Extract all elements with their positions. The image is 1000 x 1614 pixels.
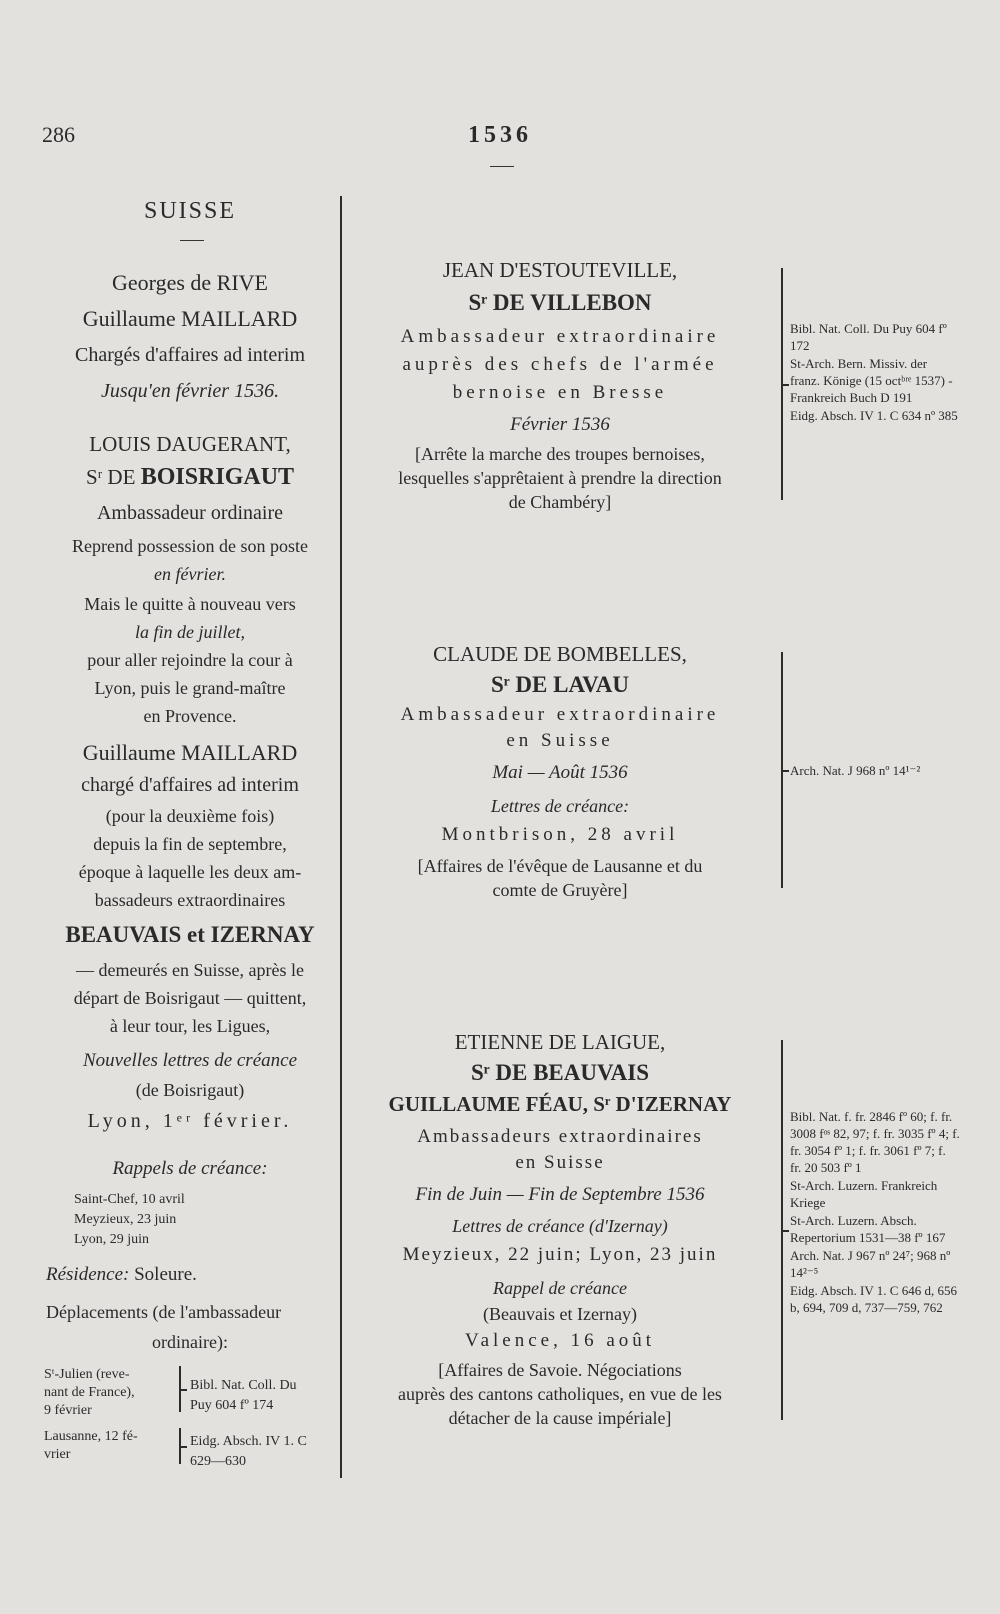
entry-line: en Suisse xyxy=(515,1152,605,1173)
note: Eidg. Absch. IV 1. C 646 d, 656 b, 694, 709 d, 737—759, 762 xyxy=(790,1283,957,1315)
note: Eidg. Absch. IV 1. C 634 nº 385 xyxy=(790,408,958,423)
left-ambassador-name xyxy=(40,464,340,491)
left-line: Meyzieux, 23 juin xyxy=(74,1212,177,1227)
page-year-heading: 1536 xyxy=(468,122,532,148)
left-line: Chargés d'affaires ad interim xyxy=(74,344,305,366)
left-line: Georges de RIVE xyxy=(112,270,268,295)
note: St-Arch. Bern. Missiv. der franz. Könige (15 octᵇʳᵉ 1537) - Frankreich Buch D 191 xyxy=(790,356,953,405)
name-prefix: Sʳ DE xyxy=(85,465,141,489)
left-line: départ de Boisrigaut — quittent, xyxy=(73,988,307,1008)
bracket xyxy=(172,1428,181,1464)
left-line: — demeurés en Suisse, après le xyxy=(76,960,304,980)
entry-line: bernoise en Bresse xyxy=(452,382,668,403)
travel-source-line: Eidg. Absch. IV 1. C xyxy=(190,1434,307,1449)
travel-place: Sᵗ-Julien (reve- xyxy=(44,1367,130,1382)
travel-entry xyxy=(44,1366,135,1420)
travel-place: Lausanne, 12 fé- xyxy=(44,1429,138,1444)
entry-name: Sʳ DE BEAUVAIS xyxy=(471,1060,649,1085)
entry-line: détacher de la cause impériale] xyxy=(448,1408,672,1428)
entry-line: auprès des chefs de l'armée xyxy=(402,354,718,375)
left-line: en Provence. xyxy=(143,706,237,726)
left-line: Guillaume MAILLARD xyxy=(82,740,298,765)
bracket xyxy=(774,268,783,500)
left-line: (de Boisrigaut) xyxy=(135,1080,245,1100)
left-line: la fin de juillet, xyxy=(135,622,245,642)
entry-line: lesquelles s'apprêtaient à prendre la direction xyxy=(398,468,722,488)
entry-line: en Suisse xyxy=(506,730,614,751)
left-line: Déplacements (de l'ambassadeur xyxy=(46,1302,282,1322)
left-line: Lyon, 29 juin xyxy=(74,1232,150,1247)
travel-source-line: Puy 604 fº 174 xyxy=(190,1398,274,1413)
note: Bibl. Nat. f. fr. 2846 fº 60; f. fr. 3008 fᵒˢ 82, 97; f. fr. 3035 fº 4; f. fr. 3054 fº 1; f. fr. 3061 fº 7; f. fr. 20 503 fº 1 xyxy=(790,1109,960,1175)
entry-date: Fin de Juin — Fin de Septembre 1536 xyxy=(415,1184,705,1205)
left-line: Lyon, 1ᵉʳ février. xyxy=(87,1110,293,1132)
entry-line: Rappel de créance xyxy=(493,1278,627,1298)
left-line: Reprend possession de son poste xyxy=(72,536,308,556)
entry-line: [Arrête la marche des troupes bernoises, xyxy=(415,444,705,464)
left-line: époque à laquelle les deux am- xyxy=(78,862,302,882)
bracket xyxy=(774,652,783,888)
entry-line: Ambassadeurs extraordinaires xyxy=(417,1126,703,1147)
entry-notes xyxy=(790,762,960,780)
note: Arch. Nat. J 967 nº 24⁷; 968 nº 14²⁻⁵ xyxy=(790,1248,951,1280)
entry-line: Meyzieux, 22 juin; Lyon, 23 juin xyxy=(402,1244,718,1265)
entry-line: [Affaires de l'évêque de Lausanne et du xyxy=(417,856,703,876)
travel-place: nant de France), xyxy=(44,1385,135,1400)
country-title: SUISSE xyxy=(143,198,237,224)
entry-line: Lettres de créance (d'Izernay) xyxy=(452,1216,668,1236)
title-divider xyxy=(180,240,204,241)
bracket xyxy=(172,1366,181,1412)
left-line: depuis la fin de septembre, xyxy=(93,834,287,854)
entry-line: [Affaires de Savoie. Négociations xyxy=(438,1360,682,1380)
travel-source xyxy=(190,1432,307,1472)
left-line: Rappels de créance: xyxy=(112,1158,268,1179)
left-line: (pour la deuxième fois) xyxy=(105,806,275,826)
left-line: pour aller rejoindre la cour à xyxy=(87,650,293,670)
left-line: Jusqu'en février 1536. xyxy=(100,380,280,402)
residence-value: Soleure. xyxy=(129,1264,197,1285)
travel-date: 9 février xyxy=(44,1403,92,1418)
entry-line: de Chambéry] xyxy=(508,492,612,512)
residence-label: Résidence: xyxy=(46,1264,130,1285)
left-line: Saint-Chef, 10 avril xyxy=(74,1192,185,1207)
entry-date: Février 1536 xyxy=(510,414,610,435)
bracket xyxy=(774,1040,783,1420)
entry-date: Mai — Août 1536 xyxy=(492,762,628,783)
entry-line: Lettres de créance: xyxy=(490,796,630,816)
travel-date: vrier xyxy=(44,1447,71,1462)
note: St-Arch. Luzern. Absch. Repertorium 1531—38 fº 167 xyxy=(790,1213,946,1245)
entry-line: Ambassadeur extraordinaire xyxy=(400,704,720,725)
entry-line: Valence, 16 août xyxy=(464,1330,656,1351)
note: Bibl. Nat. Coll. Du Puy 604 fº 172 xyxy=(790,321,947,353)
travel-entry xyxy=(44,1428,138,1464)
entry-line: Ambassadeur extraordinaire xyxy=(400,326,720,347)
left-line: Lyon, puis le grand-maître xyxy=(94,678,286,698)
entry-notes xyxy=(790,1108,960,1317)
travel-source xyxy=(190,1376,297,1416)
entry-line: (Beauvais et Izernay) xyxy=(483,1304,637,1324)
entry-name: Sʳ DE LAVAU xyxy=(491,672,629,697)
entry-name: Sʳ DE VILLEBON xyxy=(468,290,652,315)
note: Arch. Nat. J 968 nº 14¹⁻² xyxy=(790,763,921,778)
entry-line: Montbrison, 28 avril xyxy=(441,824,679,845)
left-line: LOUIS DAUGERANT, xyxy=(89,432,291,456)
entry-line: auprès des cantons catholiques, en vue de les xyxy=(398,1384,722,1404)
entry-line: ETIENNE DE LAIGUE, xyxy=(454,1030,666,1054)
note: St-Arch. Luzern. Frankreich Kriege xyxy=(790,1178,938,1210)
name-bold: BOISRIGAUT xyxy=(140,464,295,490)
travel-source-line: 629—630 xyxy=(190,1454,246,1469)
page-number: 286 xyxy=(42,122,75,147)
left-line: Nouvelles lettres de créance xyxy=(82,1050,298,1071)
entry-notes xyxy=(790,320,960,425)
residence-line xyxy=(46,1264,197,1286)
travel-source-line: Bibl. Nat. Coll. Du xyxy=(190,1378,297,1393)
left-line: à leur tour, les Ligues, xyxy=(109,1016,271,1036)
entry-name: GUILLAUME FÉAU, Sʳ D'IZERNAY xyxy=(388,1092,732,1116)
left-line: BEAUVAIS et IZERNAY xyxy=(65,922,315,947)
entry-line: comte de Gruyère] xyxy=(492,880,628,900)
left-line: en février. xyxy=(154,564,226,584)
column-divider xyxy=(340,196,342,1478)
left-line: ordinaire): xyxy=(152,1332,228,1352)
left-line: chargé d'affaires ad interim xyxy=(81,774,299,796)
left-line: Guillaume MAILLARD xyxy=(82,306,298,331)
entry-line: CLAUDE DE BOMBELLES, xyxy=(433,642,687,666)
entry-line: JEAN D'ESTOUTEVILLE, xyxy=(442,258,678,282)
year-divider xyxy=(490,166,514,167)
left-line: bassadeurs extraordinaires xyxy=(94,890,286,910)
left-line: Mais le quitte à nouveau vers xyxy=(84,594,296,614)
left-line: Ambassadeur ordinaire xyxy=(96,502,284,524)
